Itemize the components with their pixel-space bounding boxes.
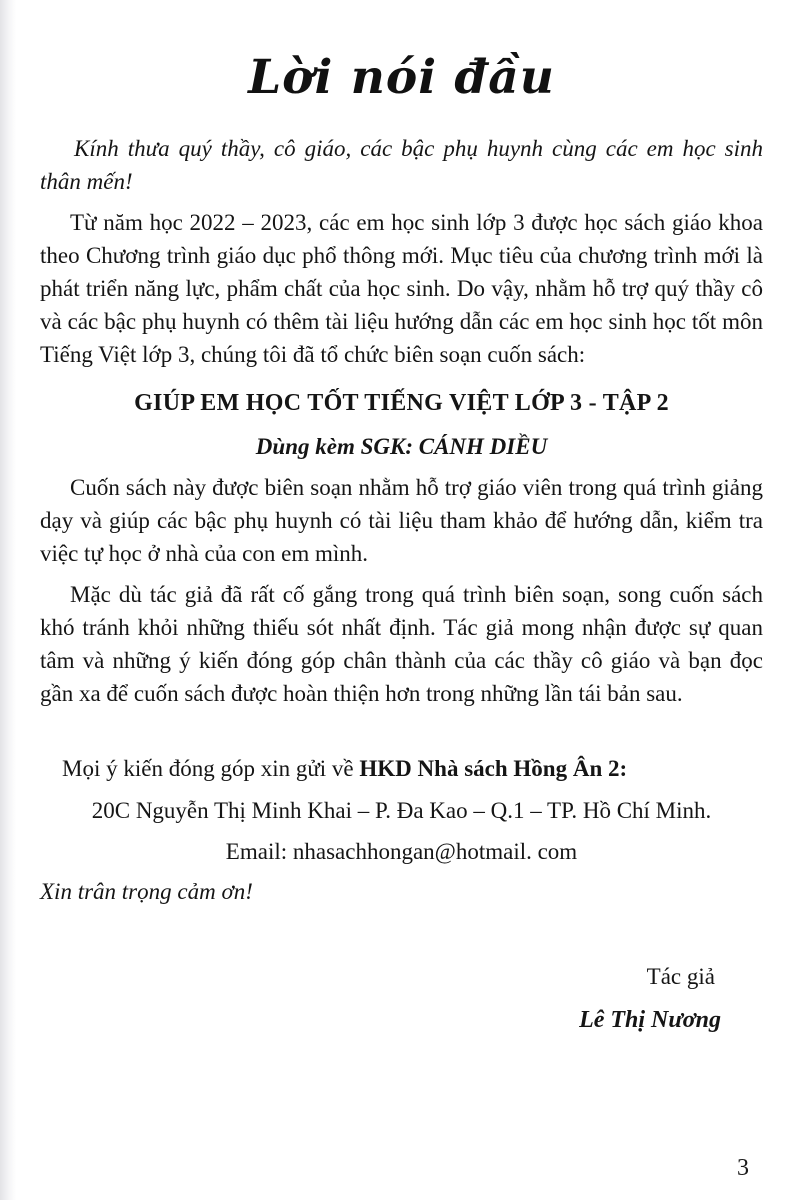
page-number: 3: [737, 1155, 749, 1181]
page-title: Lời nói đầu: [248, 50, 555, 105]
salutation-paragraph: Kính thưa quý thầy, cô giáo, các bậc phụ huynh cùng các em học sinh thân mến!: [40, 135, 763, 194]
apology-paragraph: Mặc dù tác giả đã rất cố gắng trong quá trình biên soạn, song cuốn sách khó tránh khỏi những thiếu sót nhất định. Tác giả mong nhận được sự quan tâm và những ý kiến đóng góp chân thành của các thầy cô giáo và bạn đọc gần xa để cuốn sách được hoàn thiện hơn trong những lần tái bản sau.: [40, 581, 763, 706]
publisher-name: HKD Nhà sách Hồng Ân 2:: [359, 755, 628, 781]
book-subtitle-heading: Dùng kèm SGK: CÁNH DIỀU: [255, 433, 548, 459]
author-label: Tác giả: [646, 963, 715, 989]
intro-paragraph: Từ năm học 2022 – 2023, các em học sinh lớp 3 được học sách giáo khoa theo Chương trình giáo dục phổ thông mới. Mục tiêu của chương trình mới là phát triển năng lực, phẩm chất của học sinh. Do vậy, nhằm hỗ trợ quý thầy cô và các bậc phụ huynh có thêm tài liệu hướng dẫn các em học sinh học tốt môn Tiếng Việt lớp 3, chúng tôi đã tổ chức biên soạn cuốn sách:: [40, 209, 763, 367]
book-title-heading: GIÚP EM HỌC TỐT TIẾNG VIỆT LỚP 3 - TẬP 2: [134, 389, 669, 416]
contact-prefix-text: Mọi ý kiến đóng góp xin gửi về: [62, 755, 360, 781]
publisher-address: 20C Nguyễn Thị Minh Khai – P. Đa Kao – Q.1 – TP. Hồ Chí Minh.: [91, 797, 712, 823]
purpose-paragraph: Cuốn sách này được biên soạn nhằm hỗ trợ giáo viên trong quá trình giảng dạy và giúp các bậc phụ huynh có tài liệu tham khảo để hướng dẫn, kiểm tra việc tự học ở nhà của con em mình.: [40, 474, 763, 566]
contact-line: [40, 752, 763, 785]
thanks-line: Xin trân trọng cảm ơn!: [40, 878, 253, 904]
author-name: Lê Thị Nương: [579, 1006, 721, 1033]
publisher-email: Email: nhasachhongan@hotmail. com: [225, 838, 578, 864]
